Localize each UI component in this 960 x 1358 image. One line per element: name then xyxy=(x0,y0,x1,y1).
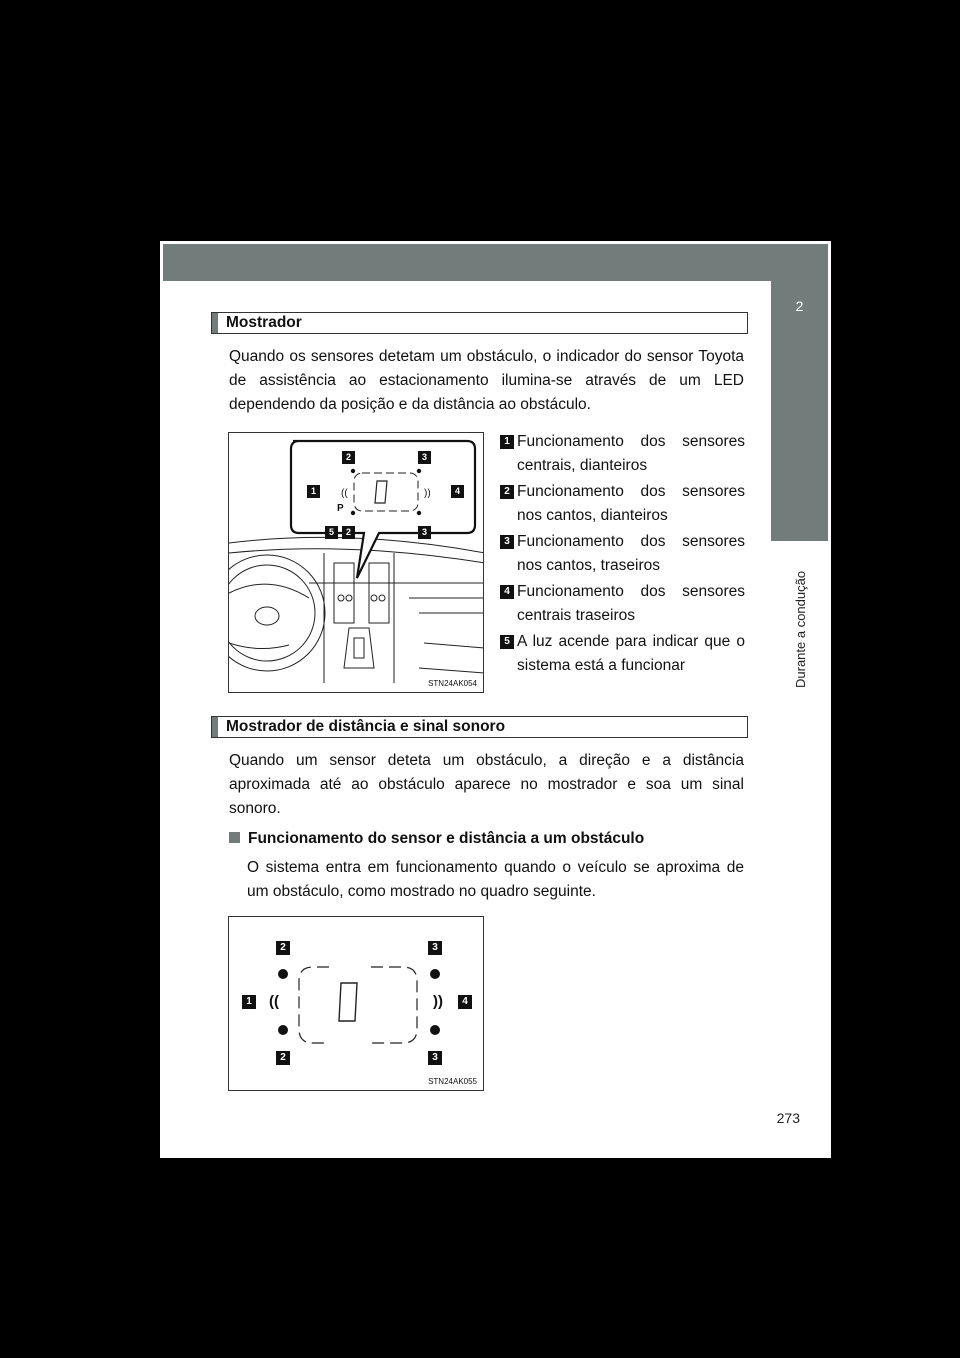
legend-num: 4 xyxy=(500,585,514,599)
dashboard-figure xyxy=(228,432,484,693)
legend-item xyxy=(500,530,745,578)
callout-2-bottom: 2 xyxy=(342,526,355,539)
figure2-code: STN24AK055 xyxy=(428,1077,477,1086)
legend-item xyxy=(500,480,745,528)
legend-item xyxy=(500,430,745,478)
section-heading-mostrador: Mostrador xyxy=(211,312,748,334)
callout-2-bottom: 2 xyxy=(276,1051,290,1065)
legend-text: Funcionamento dos sensores centrais traseiros xyxy=(517,583,745,624)
legend-text: Funcionamento dos sensores centrais, dianteiros xyxy=(517,433,745,474)
svg-text:((: (( xyxy=(341,488,348,499)
callout-3-bottom: 3 xyxy=(418,526,431,539)
chapter-tab xyxy=(771,281,828,541)
svg-text:)): )) xyxy=(424,488,431,499)
legend-num: 5 xyxy=(500,635,514,649)
svg-text:P: P xyxy=(337,503,344,514)
callout-4: 4 xyxy=(451,485,464,498)
square-bullet-icon xyxy=(229,832,240,843)
section2-paragraph: Quando um sensor deteta um obstáculo, a direção e a distância aproximada até ao obstáculo aparece no mostrador e soa um sinal sonoro. xyxy=(229,752,744,817)
legend-num: 2 xyxy=(500,485,514,499)
callout-1: 1 xyxy=(307,485,320,498)
legend-text: A luz acende para indicar que o sistema está a funcionar xyxy=(517,633,745,674)
callout-3-top: 3 xyxy=(428,941,442,955)
callout-2-top: 2 xyxy=(342,451,355,464)
legend-item xyxy=(500,630,745,678)
chapter-title-text: Durante a condução xyxy=(793,570,808,688)
subheading-text: Funcionamento do sensor e distância a um obstáculo xyxy=(248,830,645,847)
callout-5: 5 xyxy=(325,526,338,539)
section-heading-distancia: Mostrador de distância e sinal sonoro xyxy=(211,716,748,738)
subsection-paragraph: O sistema entra em funcionamento quando o veículo se aproxima de um obstáculo, como mostrado no quadro seguinte. xyxy=(247,859,744,900)
chapter-title xyxy=(785,548,815,688)
callout-3-top: 3 xyxy=(418,451,431,464)
legend-num: 3 xyxy=(500,535,514,549)
sensor-display-diagram xyxy=(229,917,484,1091)
callout-4: 4 xyxy=(458,995,472,1009)
callout-2-top: 2 xyxy=(276,941,290,955)
callout-3-bottom: 3 xyxy=(428,1051,442,1065)
sensor-display-figure xyxy=(228,916,484,1091)
legend-num: 1 xyxy=(500,435,514,449)
figure1-legend xyxy=(500,430,745,678)
svg-text:((: (( xyxy=(269,993,279,1010)
figure1-code: STN24AK054 xyxy=(428,679,477,688)
legend-text: Funcionamento dos sensores nos cantos, traseiros xyxy=(517,533,745,574)
callout-1: 1 xyxy=(242,995,256,1009)
section1-paragraph: Quando os sensores detetam um obstáculo, o indicador do sensor Toyota de assistência ao estacionamento ilumina-se através de um LED dependendo da posição e da distância ao obstáculo. xyxy=(229,348,744,413)
legend-item xyxy=(500,580,745,628)
header-bar xyxy=(163,244,828,281)
legend-text: Funcionamento dos sensores nos cantos, dianteiros xyxy=(517,483,745,524)
subheading xyxy=(229,830,644,848)
svg-text:)): )) xyxy=(433,993,443,1010)
page-number: 273 xyxy=(776,1110,800,1126)
dashboard-illustration xyxy=(229,433,484,693)
chapter-number: 2 xyxy=(795,298,804,314)
